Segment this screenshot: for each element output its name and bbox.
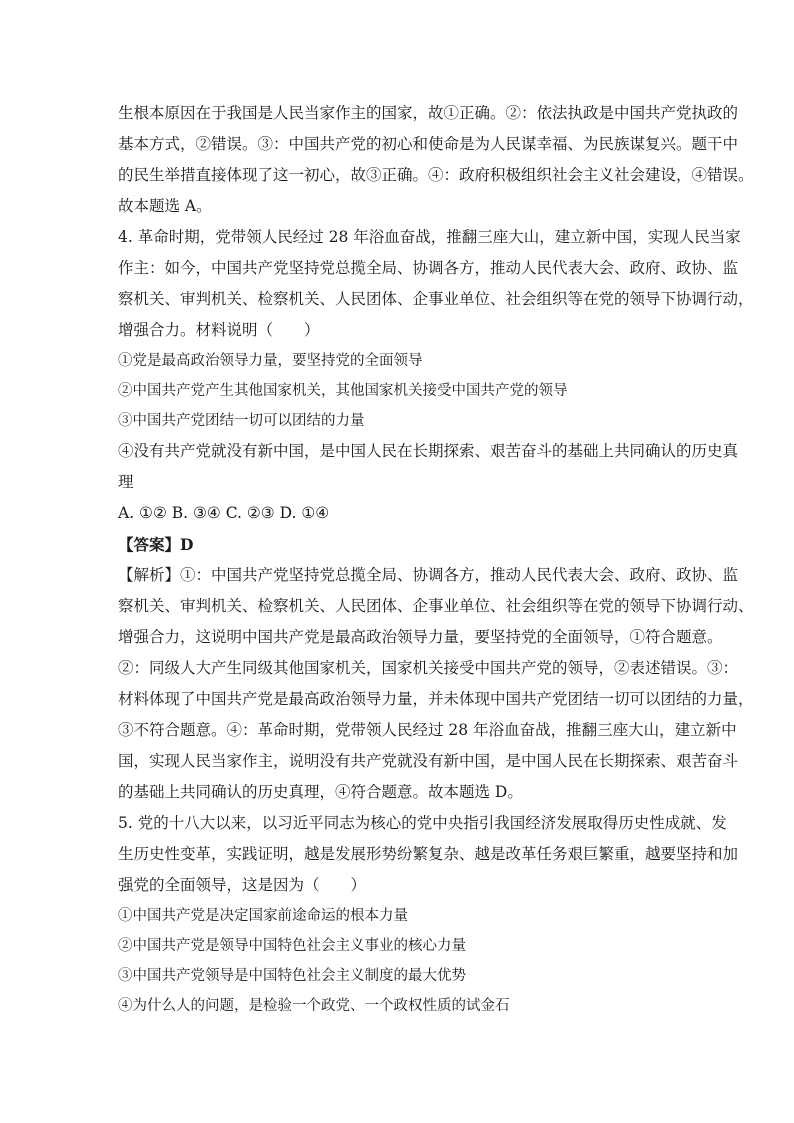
text-line: 的民生举措直接体现了这一初心，故③正确。④：政府积极组织社会主义社会建设，④错误。	[118, 166, 754, 184]
text-line: 生根本原因在于我国是人民当家作主的国家，故①正确。②：依法执政是中国共产党执政的	[118, 104, 739, 122]
text-line: 增强合力，这说明中国共产党是最高政治领导力量，要坚持党的全面领导，①符合题意。	[118, 628, 723, 646]
text-line: ③不符合题意。④：革命时期，党带领人民经过 28 年浴血奋战，推翻三座大山，建立新中	[118, 721, 737, 739]
text-line: 故本题选 A。	[118, 197, 212, 215]
text-line: 材料体现了中国共产党是最高政治领导力量，并未体现中国共产党团结一切可以团结的力量，	[118, 690, 754, 708]
text-line: 生历史性变革，实践证明，越是发展形势纷繁复杂、越是改革任务艰巨繁重，越要坚持和加	[118, 845, 739, 863]
text-line: ①党是最高政治领导力量，要坚持党的全面领导	[118, 353, 423, 369]
text-line: ③中国共产党团结一切可以团结的力量	[118, 413, 365, 429]
text-line: 的基础上共同确认的历史真理，④符合题意。故本题选 D。	[118, 783, 523, 801]
text-line: ④没有共产党就没有新中国，是中国人民在长期探索、艰苦奋斗的基础上共同确认的历史真	[118, 442, 739, 460]
text-line: A. ①② B. ③④ C. ②③ D. ①④	[118, 504, 330, 522]
text-line: 国，实现人民当家作主，说明没有共产党就没有新中国，是中国人民在长期探索、艰苦奋斗	[118, 752, 739, 770]
text-line: ③中国共产党领导是中国特色社会主义制度的最大优势	[118, 968, 466, 984]
text-line: 基本方式，②错误。③：中国共产党的初心和使命是为人民谋幸福、为民族谋复兴。题干中	[118, 135, 739, 153]
document-body	[118, 98, 754, 1021]
text-line: 【答案】D	[118, 535, 194, 554]
text-line: 【解析】①：中国共产党坚持党总揽全局、协调各方，推动人民代表大会、政府、政协、监	[118, 566, 739, 584]
text-line: 5. 党的十八大以来，以习近平同志为核心的党中央指引我国经济发展取得历史性成就、发	[118, 814, 727, 832]
text-line: ①中国共产党是决定国家前途命运的根本力量	[118, 908, 408, 924]
text-line: ④为什么人的问题，是检验一个政党、一个政权性质的试金石	[118, 998, 510, 1014]
text-line: 察机关、审判机关、检察机关、人民团体、企事业单位、社会组织等在党的领导下协调行动，	[118, 290, 754, 308]
text-line: 察机关、审判机关、检察机关、人民团体、企事业单位、社会组织等在党的领导下协调行动、	[118, 597, 754, 615]
text-line: ②中国共产党是领导中国特色社会主义事业的核心力量	[118, 938, 466, 954]
text-line: 4. 革命时期，党带领人民经过 28 年浴血奋战，推翻三座大山，建立新中国，实现人民当家	[118, 228, 741, 246]
text-line: 增强合力。材料说明（ ）	[118, 321, 320, 339]
text-line: 强党的全面领导，这是因为（ ）	[118, 876, 367, 894]
text-line: ②：同级人大产生同级其他国家机关，国家机关接受中国共产党的领导，②表述错误。③：	[118, 659, 739, 677]
text-line: 理	[118, 473, 134, 491]
text-line: ②中国共产党产生其他国家机关，其他国家机关接受中国共产党的领导	[118, 383, 568, 399]
text-line: 作主：如今，中国共产党坚持党总揽全局、协调各方，推动人民代表大会、政府、政协、监	[118, 259, 739, 277]
